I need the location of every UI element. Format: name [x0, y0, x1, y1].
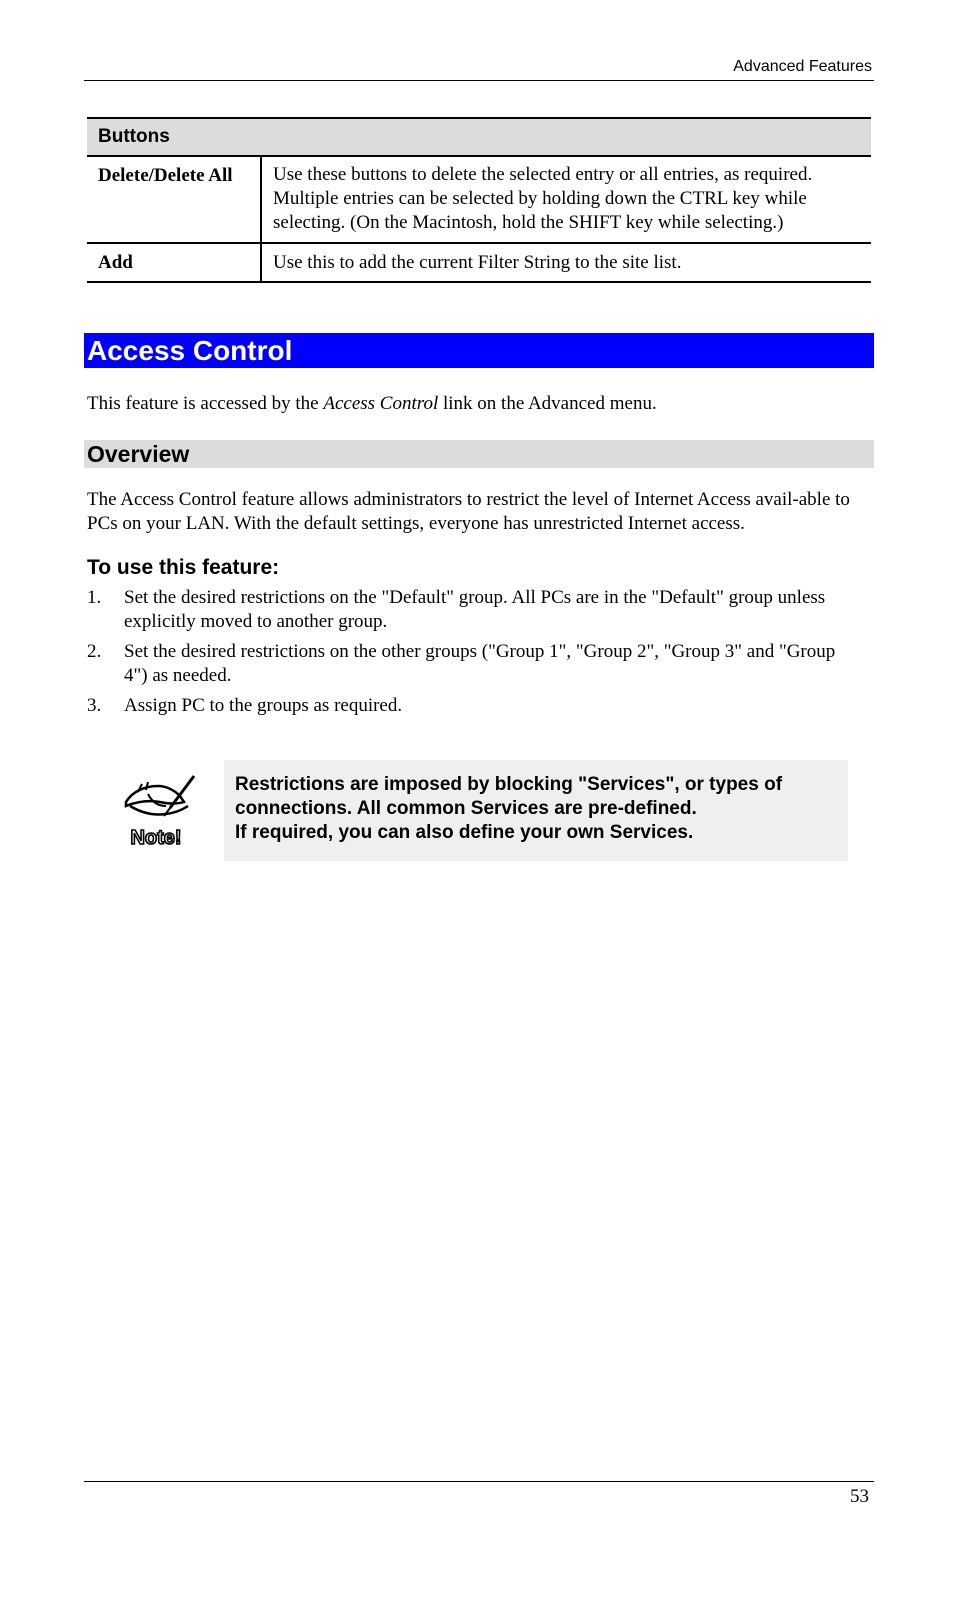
section-title: Access Control [87, 335, 293, 366]
section-heading-bar [84, 333, 874, 368]
note-text [235, 773, 841, 845]
buttons-table [87, 117, 871, 283]
step-number: 3. [87, 695, 102, 716]
intro-text: This feature is accessed by the [87, 393, 324, 414]
running-header: Advanced Features [733, 58, 872, 75]
list-item [87, 694, 847, 718]
table-row [87, 243, 871, 282]
page-number: 53 [850, 1486, 869, 1507]
table-term: Add [87, 243, 261, 282]
note-line: Restrictions are imposed by blocking "Services", or types of connections. All common Services are pre-defined. [235, 774, 783, 819]
intro-text-end: link on the Advanced menu. [438, 393, 657, 414]
list-item [87, 640, 847, 688]
intro-paragraph [87, 392, 867, 416]
subsection-heading-bar [84, 440, 874, 468]
footer-divider [84, 1481, 874, 1482]
table-term: Delete/Delete All [87, 156, 261, 243]
note-callout [224, 760, 848, 861]
table-description: Use these buttons to delete the selected entry or all entries, as required. Multiple entries can be selected by holding down the CTRL key while selecting. (On the Macintosh, hold the SHIFT key while selecting.) [261, 156, 871, 243]
step-number: 1. [87, 587, 102, 608]
procedure-list [87, 586, 847, 724]
overview-paragraph: The Access Control feature allows administrators to restrict the level of Internet Access avail-able to PCs on your LAN. With the default settings, everyone has unrestricted Internet access. [87, 489, 850, 534]
table-description: Use this to add the current Filter String to the site list. [261, 243, 871, 282]
step-text: Assign PC to the groups as required. [124, 695, 403, 716]
step-text: Set the desired restrictions on the "Default" group. All PCs are in the "Default" group unless explicitly moved to another group. [124, 587, 826, 632]
note-line: If required, you can also define your own Services. [235, 822, 694, 843]
note-icon-label: Note! [130, 827, 182, 849]
header-divider [84, 80, 874, 81]
note-hand-icon [118, 772, 198, 850]
table-heading: Buttons [87, 118, 871, 156]
list-item [87, 586, 847, 634]
step-number: 2. [87, 641, 102, 662]
procedure-heading: To use this feature: [87, 556, 280, 579]
menu-link-reference: Access Control [323, 393, 439, 414]
step-text: Set the desired restrictions on the other groups ("Group 1", "Group 2", "Group 3" and "Group 4") as needed. [124, 641, 836, 686]
subsection-title: Overview [87, 441, 190, 467]
table-row [87, 156, 871, 243]
